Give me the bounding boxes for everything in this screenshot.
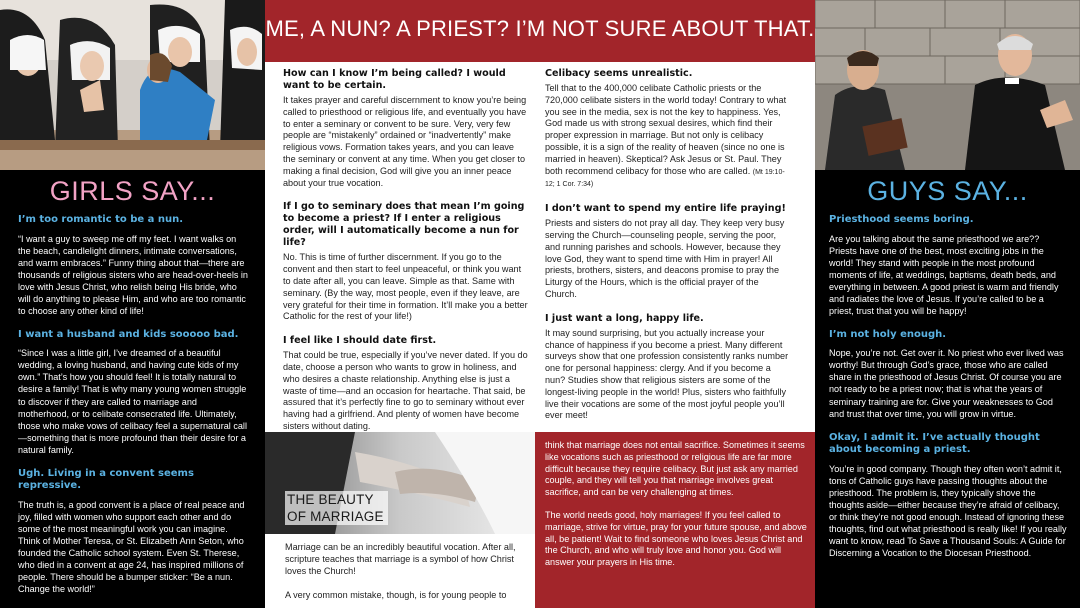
- nuns-illustration: [0, 0, 265, 170]
- guys-say-panel: [815, 170, 1080, 608]
- priests-illustration: [815, 0, 1080, 170]
- guys-question-1: Priesthood seems boring.: [829, 214, 974, 225]
- center-question-3: I feel like I should date first.: [283, 335, 437, 347]
- girls-answer-2: “Since I was a little girl, I’ve dreamed of a beautiful wedding, a loving husband, and having cute kids of my own.” That’s how you should feel! It is totally natural to desire a family! That is why many young women struggle to discover if they are called to marriage and motherhood, or to celibate consecrated life. Ultimately, those who make vows of celibacy feel a supernatural call—something that is more profound than their desire for a natural family.: [18, 348, 247, 455]
- beauty-title-line-2: OF MARRIAGE: [287, 509, 384, 524]
- beauty-title-line-1: THE BEAUTY: [287, 492, 374, 507]
- girls-question-3: Ugh. Living in a convent seems repressive.: [18, 467, 194, 492]
- beauty-of-marriage-title: [285, 491, 388, 525]
- beauty-of-marriage-section: [265, 432, 535, 608]
- nuns-praying-photo: [0, 0, 265, 170]
- title-bar: [265, 0, 815, 62]
- girls-answer-3: The truth is, a good convent is a place of real peace and joy, filled with women who support each other and do some of the most meaningful work you can imagine. Think of Mother Teresa, or St. Elizabeth Ann Seton, who founded the Catholic school system. Even St. Therese, who died in a convent at age 24, has inspired millions of people. There should be a bumper sticker: “Be a nun. Change the world!”: [18, 499, 245, 595]
- center-answer-3: That could be true, especially if you’ve never dated. If you do date, choose a person who wants to grow in holiness, and who desires a chaste relationship. Anything else is just a waste of time—and an occasion for heartache. That said, be assured that it’s perfectly fine to go to seminary without ever having had a girlfriend. And plenty of women have become sisters without dating.: [283, 350, 528, 431]
- marriage-continued-text: [545, 440, 807, 580]
- center-answer-5: Priests and sisters do not pray all day. They keep very busy serving the Church—counseling people, serving the poor, and running parishes and schools. However, because they love God, they want to spend time with Him in prayer! All priests, brothers, sisters, and deacons promise to pray the Liturgy of the Hours, which is the official prayer of the Church.: [545, 218, 785, 299]
- center-answer-1: It takes prayer and careful discernment to know you’re being called to priesthood or religious life, and eventually you have to enter a seminary or convent to be sure. Very, very few people are “mistakenly” ordained or “inadvertently” make religious vows. Formation takes years, and you can leave the seminary or convent at any time. When you get closer to making a final decision, God will give you an inner peace about your true vocation.: [283, 95, 527, 188]
- guys-answer-1: Are you talking about the same priesthood we are?? Priests have one of the best, most exciting jobs in the world! They stand with people in the most profound moments of life, at weddings, baptisms, death beds, and everything in between. A good priest is warm and friendly and radiates the love of Jesus. If you’re called to be a priest, trust that you will be happy!: [829, 233, 1059, 316]
- center-answer-6: It may sound surprising, but you actually increase your chance of happiness if you become a priest. Many different surveys show that one profession consistently ranks number one for personal happiness: clergy. And if you become a nun? Studies show that religious sisters are some of the longest-living people in the world! Plus, sisters who faithfully live their vocations are some of the most joyful people you’ll ever meet!: [545, 327, 789, 421]
- qa-column-right: [545, 68, 790, 434]
- marriage-paragraph-1: Marriage can be an incredibly beautiful vocation. After all, scripture teaches that marriage is a symbol of how Christ loves the Church!: [285, 542, 516, 576]
- guys-say-items: [829, 214, 1069, 571]
- marriage-continued-section: [535, 432, 815, 608]
- guys-answer-2: Nope, you’re not. Get over it. No priest who ever lived was worthy! But through God’s grace, those who are called share in the priesthood of Jesus Christ. Of course you are not ready to be a priest now; that is what the years of seminary training are for. Give your weaknesses to God and trust that over time, you will grow in virtue.: [829, 348, 1064, 419]
- marriage-paragraph-3: think that marriage does not entail sacrifice. Sometimes it seems like vocations such as priesthood or religious life are far more difficult because they require celibacy. But just ask any married couple, and they will tell you that marriage involves great sacrifice, and can be very challenging at times.: [545, 440, 805, 498]
- center-qa: [265, 62, 815, 432]
- girls-say-panel: [0, 170, 265, 608]
- marriage-text: [285, 542, 529, 608]
- girls-say-heading: GIRLS SAY...: [49, 176, 216, 206]
- guys-say-heading: GUYS SAY...: [867, 176, 1028, 206]
- priests-talking-photo: [815, 0, 1080, 170]
- center-question-5: I don’t want to spend my entire life praying!: [545, 203, 786, 215]
- center-question-2: If I go to seminary does that mean I’m going to become a priest? If I enter a religious order, will I automatically become a nun for life?: [283, 201, 525, 249]
- center-answer-2: No. This is time of further discernment. If you go to the convent and then start to feel unpeaceful, or think you want to date after all, you can leave. Simple as that. Same with seminary. (By the way, most people, even if they leave, are very grateful for their time in formation. It’ll make you a better Catholic for the rest of your life!): [283, 252, 528, 322]
- girls-say-items: [18, 214, 250, 607]
- marriage-paragraph-4: The world needs good, holy marriages! If you feel called to marriage, strive for virtue, pray for your future spouse, and above all, be patient! Wait to find someone who loves Jesus Christ and the Church, and who will truly love and honor you. God will answer your prayers in His time.: [545, 509, 807, 568]
- marriage-paragraph-2: A very common mistake, though, is for young people to: [285, 590, 507, 601]
- center-question-6: I just want a long, happy life.: [545, 312, 704, 324]
- qa-column-left: [283, 68, 528, 445]
- guys-question-2: I’m not holy enough.: [829, 328, 947, 340]
- scripture-citation: (Mt 19:10-12; 1 Cor. 7:34): [545, 168, 785, 189]
- page-title: ME, A NUN? A PRIEST? I’M NOT SURE ABOUT THAT.: [265, 16, 815, 41]
- guys-answer-3: You’re in good company. Though they often won’t admit it, tons of Catholic guys have passing thoughts about the priesthood. The problem is, they typically shove the thoughts aside—either because they’re afraid of celibacy, or think they’re not good enough. Instead of ignoring these thoughts, find out what priesthood is really like! If you really want to know, read To Save a Thousand Souls: A Guide for Discerning a Vocation to the Diocesan Priesthood.: [829, 463, 1067, 558]
- center-answer-4-text: Tell that to the 400,000 celibate Catholic priests or the 720,000 celibate sisters in the world today! Contrary to what you see in the media, sex is not the key to happiness. Yes, God made us with strong sexual desires, which find their proper expression in marriage. But not only is celibacy possible, it is a sign of the reality of heaven (since no one is married in heaven). Skeptical? Ask Jesus or St. Paul. They both recommend celibacy for those who are called.: [545, 83, 787, 176]
- center-answer-4: [545, 83, 790, 191]
- girls-question-1: I’m too romantic to be a nun.: [18, 214, 184, 225]
- guys-question-3: Okay, I admit it. I’ve actually thought about becoming a priest.: [829, 431, 1040, 456]
- center-question-4: Celibacy seems unrealistic.: [545, 68, 693, 79]
- girls-question-2: I want a husband and kids sooooo bad.: [18, 328, 239, 340]
- girls-answer-1: “I want a guy to sweep me off my feet. I want walks on the beach, candlelight dinners, intimate conversations, and warm embraces.” Funny thing about that—there are thousands of religious sisters who are head-over-heels in love with Jesus Christ, who relish being His bride, who will do anything to please Him, and who are too romantic to choose any other kind of life!: [18, 233, 248, 316]
- center-question-1: How can I know I’m being called? I would want to be certain.: [283, 68, 506, 91]
